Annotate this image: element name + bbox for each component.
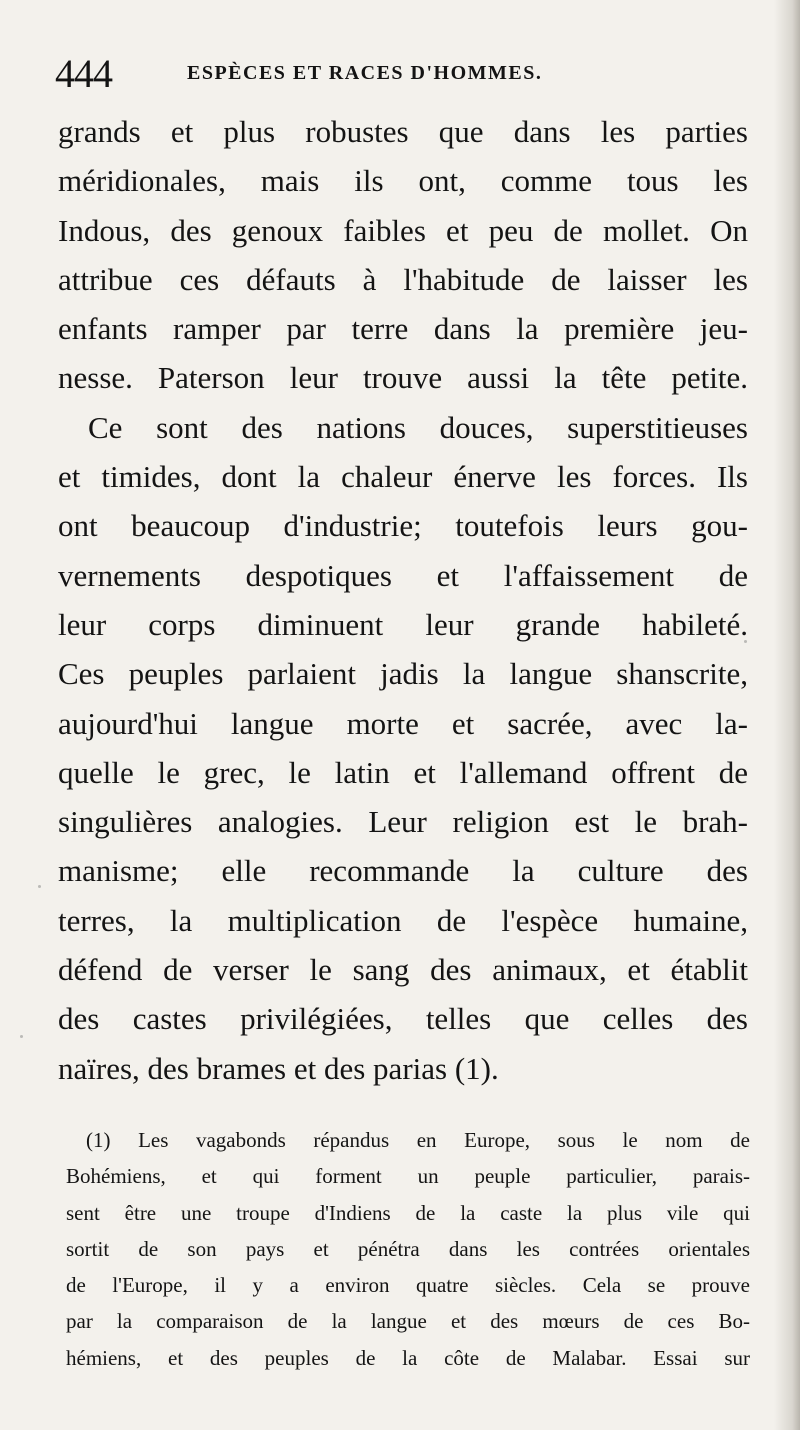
body-line: nesse. Paterson leur trouve aussi la tête petite. [58, 360, 748, 396]
paper-speck [744, 640, 747, 643]
body-line: naïres, des brames et des parias (1). [58, 1050, 499, 1086]
body-line: singulières analogies. Leur religion est le brah- [58, 804, 748, 840]
footnote-line: sent être une troupe d'Indiens de la caste la plus vile qui [66, 1200, 750, 1225]
body-line: aujourd'hui langue morte et sacrée, avec la- [58, 705, 748, 741]
page-header [55, 50, 755, 106]
body-line: terres, la multiplication de l'espèce humaine, [58, 902, 748, 938]
page-number: 444 [55, 51, 112, 96]
paper-speck [38, 885, 41, 888]
paper-speck [20, 1035, 23, 1038]
footnote-line: sortit de son pays et pénétra dans les contrées orientales [66, 1236, 750, 1261]
footnote-line: (1) Les vagabonds répandus en Europe, sous le nom de [86, 1128, 750, 1152]
footnote-line: Bohémiens, et qui forment un peuple particulier, parais- [66, 1164, 750, 1189]
body-line: grands et plus robustes que dans les parties [58, 114, 748, 149]
body-line: quelle le grec, le latin et l'allemand offrent de [58, 754, 748, 790]
body-line: Ce sont des nations douces, superstitieuses [88, 409, 748, 445]
page-edge-shadow [774, 0, 800, 1430]
body-line: vernements despotiques et l'affaissement de [58, 557, 748, 593]
body-text [58, 107, 748, 1093]
body-line: manisme; elle recommande la culture des [58, 853, 748, 889]
body-line: défend de verser le sang des animaux, et établit [58, 952, 748, 988]
footnote-line: par la comparaison de la langue et des mœurs de ces Bo- [66, 1309, 750, 1334]
body-line: Indous, des genoux faibles et peu de mollet. On [58, 212, 748, 248]
body-line: leur corps diminuent leur grande habileté. [58, 606, 748, 642]
body-line: méridionales, mais ils ont, comme tous les [58, 163, 748, 199]
body-line: et timides, dont la chaleur énerve les forces. Ils [58, 459, 748, 495]
body-line: Ces peuples parlaient jadis la langue shanscrite, [58, 656, 748, 692]
body-line: enfants ramper par terre dans la première jeu- [58, 311, 748, 347]
footnote-line: de l'Europe, il y a environ quatre siècles. Cela se prouve [66, 1273, 750, 1298]
footnote [66, 1122, 750, 1376]
running-head: ESPÈCES ET RACES D'HOMMES. [187, 62, 543, 84]
body-line: attribue ces défauts à l'habitude de laisser les [58, 261, 748, 297]
body-line: des castes privilégiées, telles que celles des [58, 1001, 748, 1037]
footnote-line: hémiens, et des peuples de la côte de Malabar. Essai sur [66, 1345, 750, 1370]
body-line: ont beaucoup d'industrie; toutefois leurs gou- [58, 508, 748, 544]
